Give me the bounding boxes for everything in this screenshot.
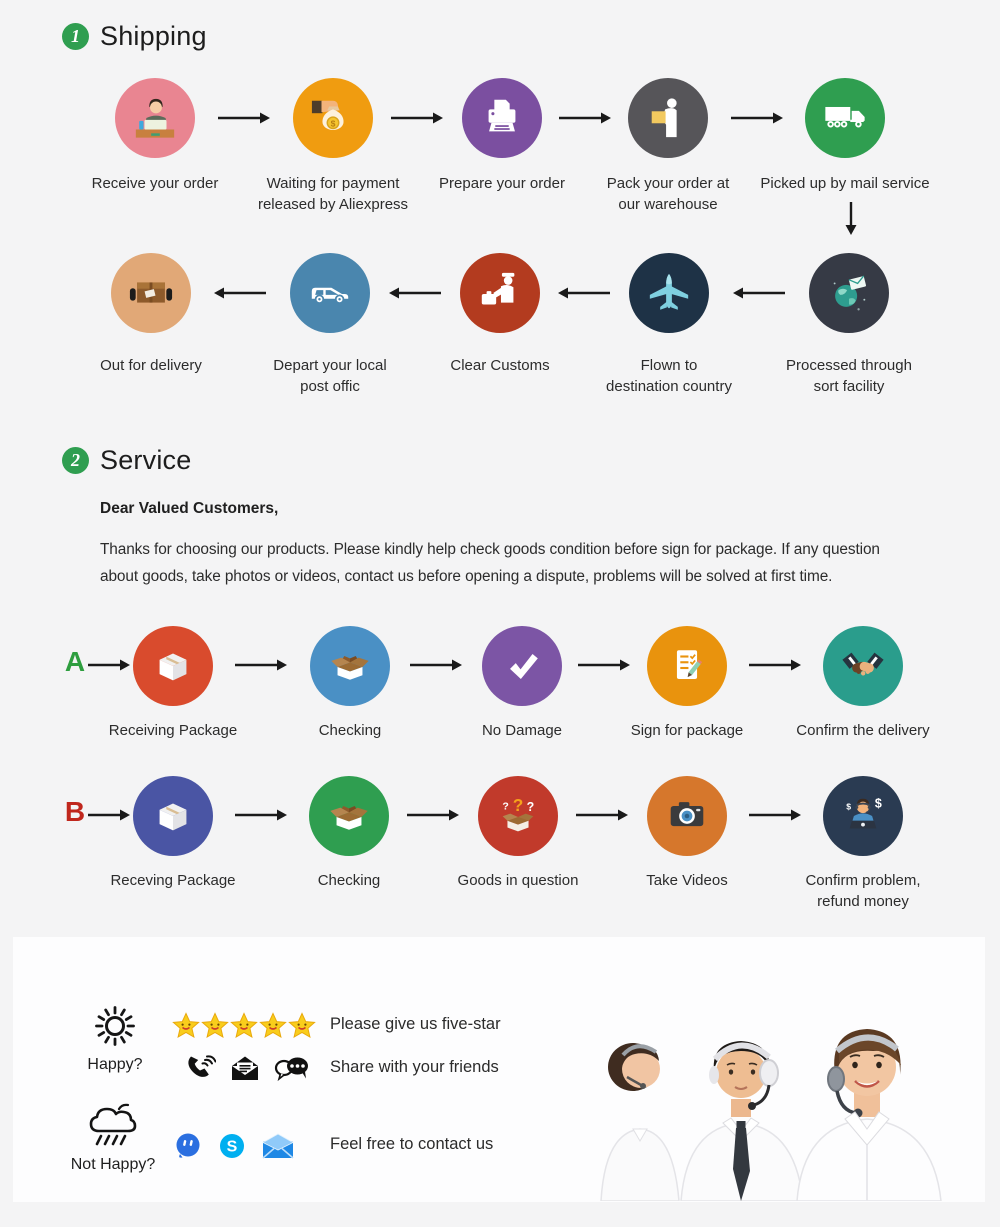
contact-text: Feel free to contact us [330, 1135, 494, 1153]
step-a-confirm-delivery [773, 626, 953, 741]
share-text: Share with your friends [330, 1058, 499, 1076]
left-arrow-icon [214, 286, 266, 300]
right-arrow-icon [749, 658, 801, 672]
left-arrow-icon [389, 286, 441, 300]
step-label: Checking [317, 872, 381, 889]
skype-icon [217, 1131, 247, 1161]
step-label: Goods in question [457, 872, 579, 889]
left-arrow-icon [733, 286, 785, 300]
step-flown-to-destination [579, 253, 759, 397]
not-happy-label: Not Happy? [70, 1156, 156, 1173]
step-picked-up [755, 78, 935, 194]
step-depart-post-office [240, 253, 420, 397]
step-label: Prepare your order [439, 175, 565, 192]
right-arrow-icon [218, 111, 270, 125]
star-icon [172, 1012, 200, 1040]
svg-text:?: ? [512, 795, 524, 816]
contact-channel-icons [173, 1131, 295, 1161]
step-b-receiving-package [83, 776, 263, 891]
step-b-confirm-refund [773, 776, 953, 912]
right-arrow-icon [235, 808, 287, 822]
step-clear-customs [410, 253, 590, 376]
step-label: Depart your local post offic [273, 357, 387, 395]
step-a-checking [260, 626, 440, 741]
section-1-badge: 1 [62, 23, 89, 50]
down-arrow-icon [844, 202, 858, 235]
shipping-section-header [62, 21, 207, 52]
svg-text:?: ? [526, 800, 535, 815]
step-b-goods-in-question [428, 776, 608, 891]
step-label: Receiving Package [108, 722, 238, 739]
blue-mail-icon [261, 1133, 295, 1160]
svg-text:?: ? [502, 800, 509, 813]
checkmark-icon [482, 626, 562, 706]
step-label: Sign for package [630, 722, 744, 739]
step-label: Waiting for payment released by Aliexpress [257, 175, 409, 213]
happy-label: Happy? [87, 1056, 143, 1073]
step-waiting-payment [243, 78, 423, 215]
payment-money-bag-icon [293, 78, 373, 158]
customer-service-team-photo [545, 955, 977, 1201]
step-label: Confirm the delivery [796, 722, 930, 739]
step-out-for-delivery [61, 253, 241, 376]
support-refund-icon [823, 776, 903, 856]
star-icon [201, 1012, 229, 1040]
closed-box-icon [133, 626, 213, 706]
service-title: Service [100, 445, 192, 475]
right-arrow-icon [731, 111, 783, 125]
open-box-icon [310, 626, 390, 706]
step-label: No Damage [481, 722, 563, 739]
service-section-header [62, 445, 191, 476]
camera-icon [647, 776, 727, 856]
step-a-no-damage [432, 626, 612, 741]
step-a-sign-for-package [597, 626, 777, 741]
right-arrow-icon [578, 658, 630, 672]
right-arrow-icon [559, 111, 611, 125]
customs-officer-icon [460, 253, 540, 333]
star-icon [230, 1012, 258, 1040]
step-label: Take Videos [646, 872, 728, 889]
star-icon [288, 1012, 316, 1040]
star-icon [259, 1012, 287, 1040]
phone-icon [184, 1052, 216, 1084]
section-2-badge: 2 [62, 447, 89, 474]
step-label: Receive your order [91, 175, 219, 192]
step-label: Picked up by mail service [760, 175, 930, 192]
step-label: Processed through sort facility [786, 357, 912, 395]
left-arrow-icon [558, 286, 610, 300]
step-label: Checking [318, 722, 382, 739]
shipping-title: Shipping [100, 21, 207, 51]
greeting-text: Dear Valued Customers, [100, 500, 279, 517]
document-pencil-icon [647, 626, 727, 706]
sun-icon [91, 1002, 139, 1050]
five-stars [172, 1012, 316, 1040]
service-message-line1: Thanks for choosing our products. Please kindly help check goods condition before sign for package. If any question [100, 541, 880, 558]
right-arrow-icon [407, 808, 459, 822]
step-sort-facility [759, 253, 939, 397]
worker-with-box-icon [628, 78, 708, 158]
airplane-icon [629, 253, 709, 333]
post-van-icon [290, 253, 370, 333]
closed-box-icon [133, 776, 213, 856]
step-label: Flown to destination country [606, 357, 732, 395]
five-star-text: Please give us five-star [330, 1015, 501, 1033]
flow-a-letter: A [64, 646, 86, 677]
step-b-checking [259, 776, 439, 891]
printer-icon [462, 78, 542, 158]
globe-mail-icon [809, 253, 889, 333]
step-b-take-videos [597, 776, 777, 891]
right-arrow-icon [391, 111, 443, 125]
step-label: Clear Customs [450, 357, 550, 374]
step-pack-order [578, 78, 758, 215]
service-message-line2: about goods, take photos or videos, contact us before opening a dispute, problems will be solved at first time. [100, 568, 833, 585]
step-label: Receving Package [110, 872, 236, 889]
step-label: Confirm problem, refund money [805, 872, 921, 910]
customer-at-desk-icon [115, 78, 195, 158]
question-box-icon [478, 776, 558, 856]
svg-text:S: S [226, 1138, 238, 1156]
step-prepare-order [412, 78, 592, 194]
chat-bubbles-icon [274, 1053, 310, 1083]
flow-b-letter: B [64, 796, 86, 827]
parcel-conveyor-icon [111, 253, 191, 333]
right-arrow-icon [235, 658, 287, 672]
right-arrow-icon [576, 808, 628, 822]
rain-cloud-icon [86, 1103, 140, 1149]
step-receive-order [65, 78, 245, 194]
right-arrow-icon [749, 808, 801, 822]
step-label: Out for delivery [100, 357, 202, 374]
svg-text:$: $ [874, 796, 882, 811]
open-box-icon [309, 776, 389, 856]
share-channel-icons [184, 1052, 310, 1084]
envelope-icon [228, 1053, 262, 1083]
svg-text:$: $ [330, 118, 336, 129]
truck-icon [805, 78, 885, 158]
right-arrow-icon [410, 658, 462, 672]
svg-text:$: $ [846, 801, 852, 812]
step-label: Pack your order at our warehouse [606, 175, 730, 213]
step-a-receiving-package [83, 626, 263, 741]
handshake-icon [823, 626, 903, 706]
wangwang-icon [173, 1131, 203, 1161]
